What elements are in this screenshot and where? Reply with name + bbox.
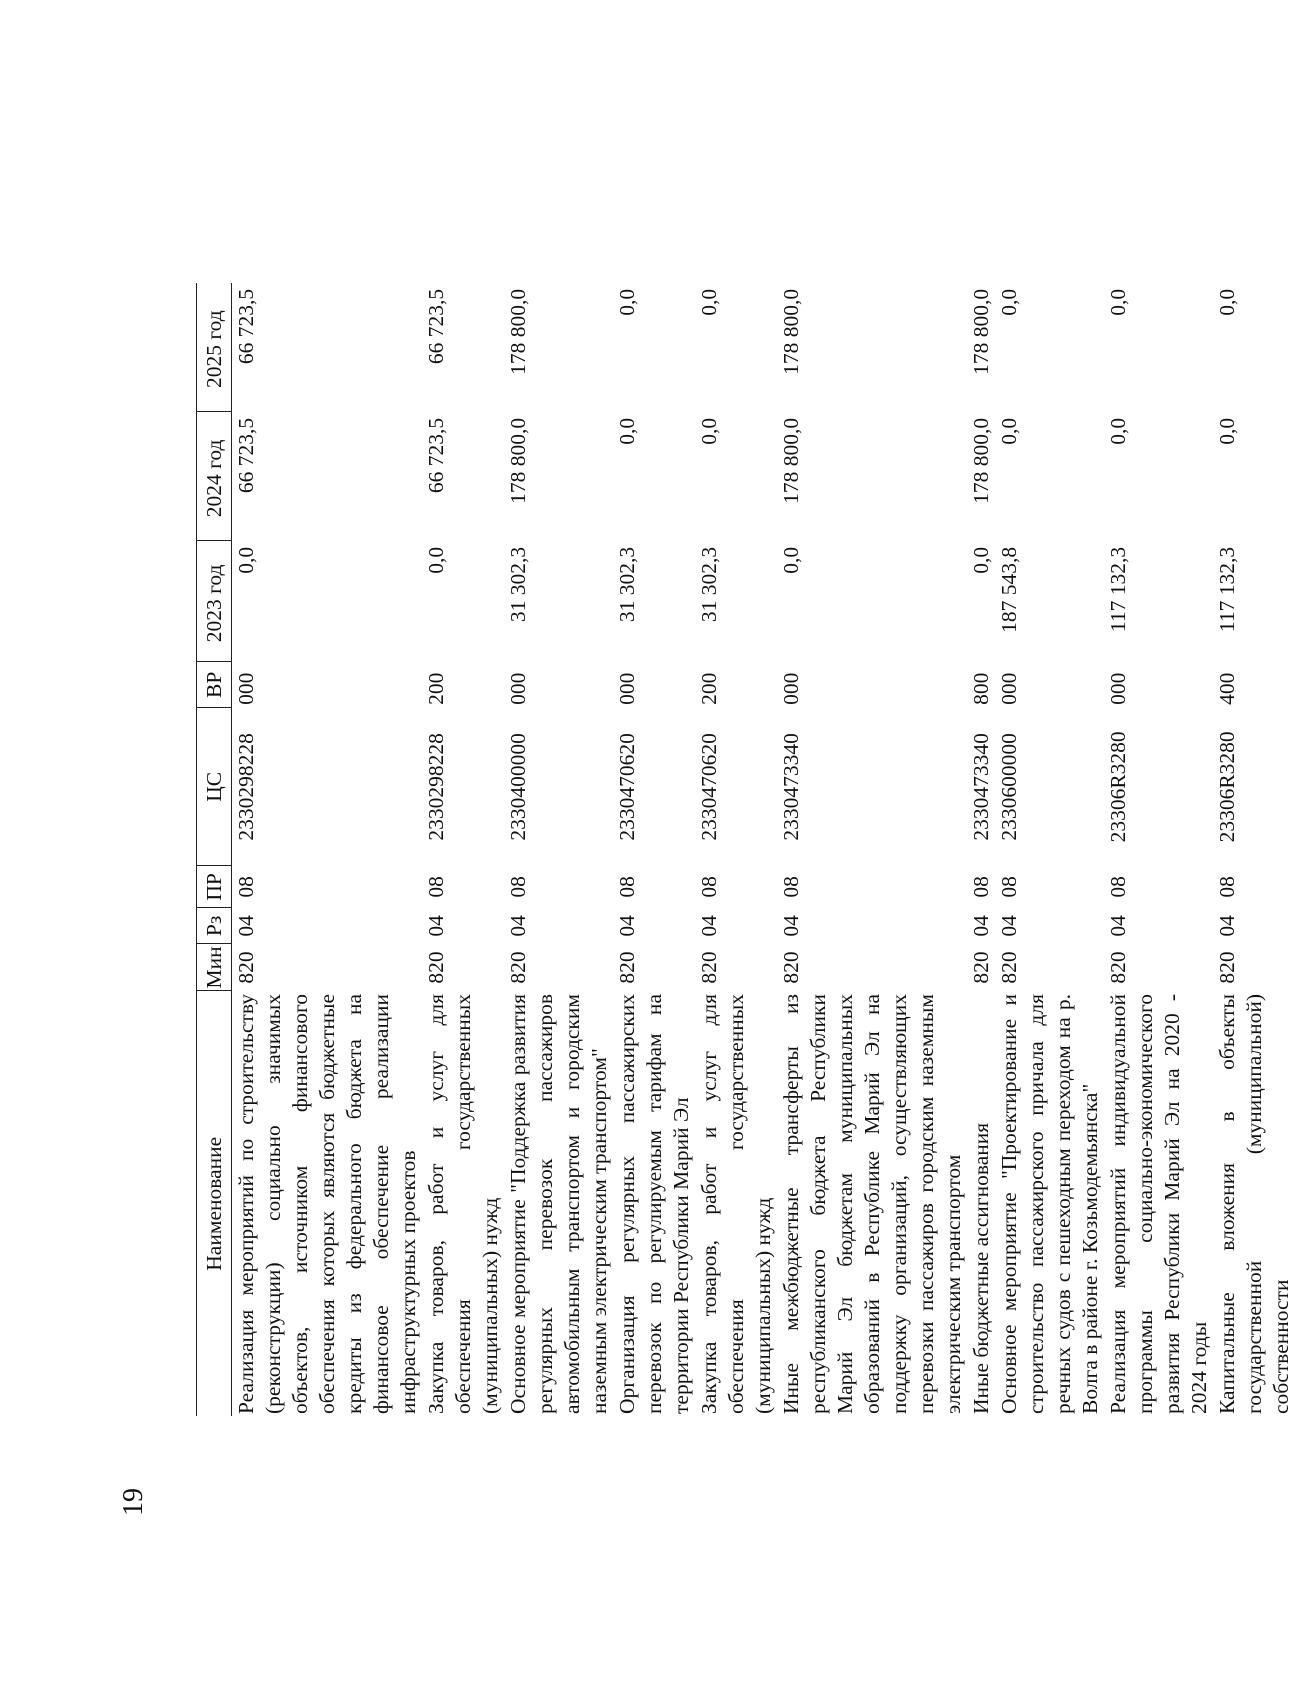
row-min: 820 xyxy=(697,951,721,984)
row-rz: 04 xyxy=(779,915,803,937)
row-vr: 000 xyxy=(506,672,530,705)
row-cs: 2330470620 xyxy=(615,733,639,841)
row-pr: 08 xyxy=(779,876,803,898)
row-pr: 08 xyxy=(234,876,258,898)
row-2024: 0,0 xyxy=(615,417,639,445)
row-min: 820 xyxy=(1215,951,1239,984)
row-cs: 2330400000 xyxy=(506,733,530,841)
table-row xyxy=(422,283,504,1416)
header-2025: 2025 год xyxy=(197,283,232,412)
row-2024: 0,0 xyxy=(697,417,721,445)
row-cs: 23306R3280 xyxy=(1215,731,1239,843)
row-2023: 0,0 xyxy=(779,546,803,574)
table-row xyxy=(995,283,1104,1416)
row-min: 820 xyxy=(234,951,258,984)
row-2025: 0,0 xyxy=(1106,288,1130,316)
header-2024: 2024 год xyxy=(197,412,232,541)
row-name: Иные бюджетные ассигнования xyxy=(969,1122,993,1414)
row-2025: 0,0 xyxy=(1215,288,1239,316)
table-body xyxy=(232,283,1295,1416)
row-pr: 08 xyxy=(424,876,448,898)
row-rz: 04 xyxy=(1215,915,1239,937)
row-2025: 178 800,0 xyxy=(969,288,993,375)
row-pr: 08 xyxy=(969,876,993,898)
row-2023: 0,0 xyxy=(969,546,993,574)
row-name: Иные межбюджетные трансферты из республиканского бюджета Республики Марий Эл бюджетам муниципальных образований в Республике Марий Эл на поддержку организаций, осуществляющих перевозки пассажиров городским наземным электрическим транспортом xyxy=(779,994,965,1414)
table-row xyxy=(1213,283,1295,1416)
row-min: 820 xyxy=(506,951,530,984)
row-rz: 04 xyxy=(424,915,448,937)
row-min: 820 xyxy=(969,951,993,984)
header-pr: ПР xyxy=(197,866,232,908)
row-name: Организация регулярных пассажирских перевозок по регулируемым тарифам на территории Республики Марий Эл xyxy=(615,994,693,1414)
row-2024: 178 800,0 xyxy=(969,417,993,504)
header-2023: 2023 год xyxy=(197,541,232,662)
row-cs: 23306R3280 xyxy=(1106,731,1130,843)
header-cs: ЦС xyxy=(197,708,232,866)
row-pr: 08 xyxy=(1106,876,1130,898)
row-vr: 000 xyxy=(615,672,639,705)
row-pr: 08 xyxy=(506,876,530,898)
row-cs: 2330470620 xyxy=(697,733,721,841)
row-2025: 178 800,0 xyxy=(779,288,803,375)
row-min: 820 xyxy=(1106,951,1130,984)
row-2024: 0,0 xyxy=(997,417,1021,445)
row-rz: 04 xyxy=(697,915,721,937)
table-row xyxy=(1104,283,1213,1416)
row-cs: 2330298228 xyxy=(234,733,258,841)
row-vr: 000 xyxy=(1106,672,1130,705)
row-2024: 178 800,0 xyxy=(779,417,803,504)
table-row xyxy=(777,283,967,1416)
row-2024: 0,0 xyxy=(1106,417,1130,445)
header-min: Мин xyxy=(197,944,232,991)
row-2023: 31 302,3 xyxy=(697,546,721,623)
row-rz: 04 xyxy=(234,915,258,937)
row-2025: 0,0 xyxy=(697,288,721,316)
table-row xyxy=(613,283,695,1416)
row-2023: 187 543,8 xyxy=(997,546,1021,633)
row-vr: 400 xyxy=(1215,672,1239,705)
row-cs: 2330473340 xyxy=(779,733,803,841)
header-vr: ВР xyxy=(197,662,232,708)
row-min: 820 xyxy=(779,951,803,984)
row-2024: 178 800,0 xyxy=(506,417,530,504)
row-2025: 0,0 xyxy=(997,288,1021,316)
row-name: Капитальные вложения в объекты государственной (муниципальной) собственности xyxy=(1215,994,1293,1414)
row-cs: 2330600000 xyxy=(997,733,1021,841)
row-vr: 000 xyxy=(997,672,1021,705)
row-rz: 04 xyxy=(615,915,639,937)
row-name: Закупка товаров, работ и услуг для обеспечения государственных (муниципальных) нужд xyxy=(424,994,502,1414)
row-name: Закупка товаров, работ и услуг для обеспечения государственных (муниципальных) нужд xyxy=(697,994,775,1414)
row-2025: 66 723,5 xyxy=(424,288,448,365)
row-vr: 800 xyxy=(969,672,993,705)
table-row xyxy=(232,283,423,1416)
row-name: Основное мероприятие "Поддержка развития регулярных перевозок пассажиров автомобильным транспортом и городским наземным электрическим транспортом" xyxy=(506,994,611,1414)
row-rz: 04 xyxy=(997,915,1021,937)
row-2023: 117 132,3 xyxy=(1106,546,1130,633)
row-pr: 08 xyxy=(615,876,639,898)
row-vr: 000 xyxy=(234,672,258,705)
row-2023: 31 302,3 xyxy=(506,546,530,623)
row-2023: 0,0 xyxy=(424,546,448,574)
row-rz: 04 xyxy=(1106,915,1130,937)
row-cs: 2330298228 xyxy=(424,733,448,841)
row-2024: 66 723,5 xyxy=(234,417,258,494)
row-vr: 200 xyxy=(697,672,721,705)
row-2025: 0,0 xyxy=(615,288,639,316)
row-rz: 04 xyxy=(969,915,993,937)
row-pr: 08 xyxy=(1215,876,1239,898)
row-min: 820 xyxy=(615,951,639,984)
table-row xyxy=(967,283,995,1416)
budget-table xyxy=(196,283,1295,1416)
row-pr: 08 xyxy=(997,876,1021,898)
row-name: Реализация мероприятий индивидуальной программы социально-экономического развития Республики Марий Эл на 2020 - 2024 годы xyxy=(1106,994,1211,1414)
table-row xyxy=(695,283,777,1416)
row-2023: 0,0 xyxy=(234,546,258,574)
row-min: 820 xyxy=(424,951,448,984)
row-name: Основное мероприятие "Проектирование и строительство пассажирского причала для речных судов с пешеходным переходом на р. Волга в районе г. Козьмодемьянска" xyxy=(997,994,1102,1414)
table-row xyxy=(504,283,613,1416)
row-rz: 04 xyxy=(506,915,530,937)
row-vr: 000 xyxy=(779,672,803,705)
row-vr: 200 xyxy=(424,672,448,705)
row-2023: 31 302,3 xyxy=(615,546,639,623)
row-2025: 66 723,5 xyxy=(234,288,258,365)
row-2023: 117 132,3 xyxy=(1215,546,1239,633)
header-name: Наименование xyxy=(197,991,232,1416)
row-2024: 0,0 xyxy=(1215,417,1239,445)
row-name: Реализация мероприятий по строительству (реконструкции) социально значимых объектов, источником финансового обеспечения которых являются бюджетные кредиты из федерального бюджета на финансовое обеспечение реализации инфраструктурных проектов xyxy=(234,994,420,1414)
page-number: 19 xyxy=(118,1488,149,1516)
row-min: 820 xyxy=(997,951,1021,984)
row-2025: 178 800,0 xyxy=(506,288,530,375)
row-pr: 08 xyxy=(697,876,721,898)
row-2024: 66 723,5 xyxy=(424,417,448,494)
table-header-row xyxy=(197,283,232,1416)
row-cs: 2330473340 xyxy=(969,733,993,841)
header-rz: Рз xyxy=(197,908,232,944)
